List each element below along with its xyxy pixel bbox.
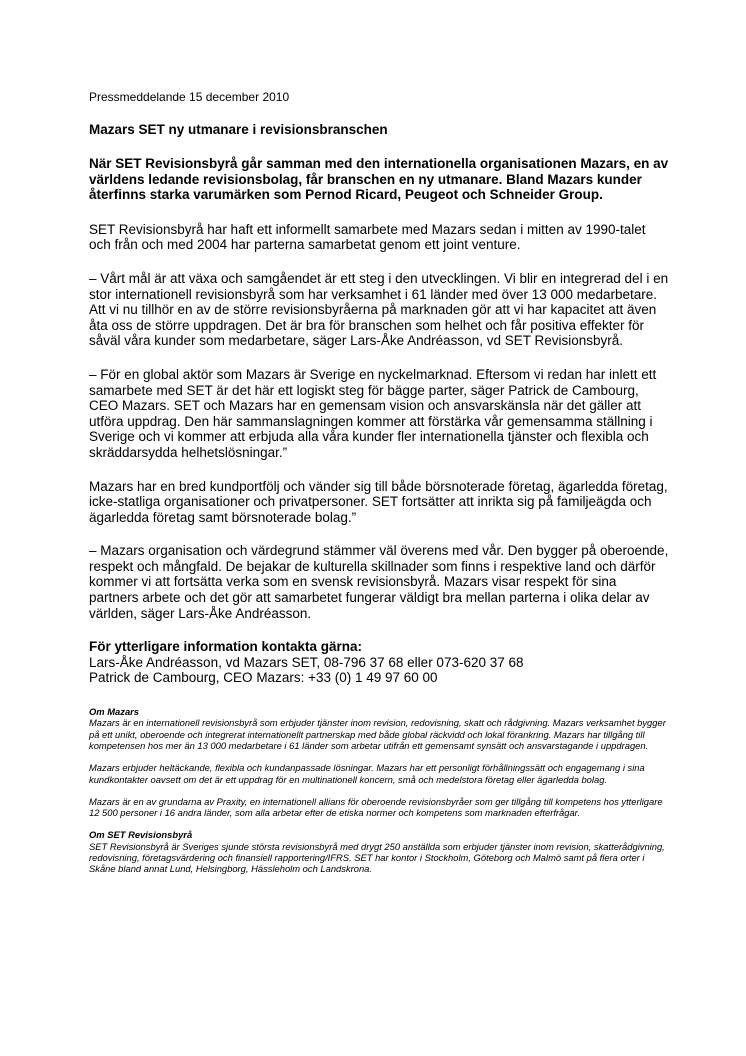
about-mazars-paragraph: Mazars är en internationell revisionsbyrå som erbjuder tjänster inom revision, redovisning, skatt och rådgivning. Mazars verksamhet bygger på ett unikt, oberoende och integrerat internationellt partnerskap med både global räckvidd och lokal förankring. Mazars har tillgång till kompetensen hos mer än 13 000 medarbetare i 61 länder som arbetar utifrån ett gemensamt synsätt och ansvarstagande i uppdragen.	[89, 717, 666, 751]
contact-heading: För ytterligare information kontakta gärna:	[89, 639, 363, 655]
about-set-title: Om SET Revisionsbyrå	[89, 829, 193, 841]
about-mazars-section	[89, 706, 669, 818]
press-release-page	[89, 90, 669, 886]
headline: Mazars SET ny utmanare i revisionsbranschen	[89, 122, 388, 137]
about-set-paragraph: SET Revisionsbyrå är Sveriges sjunde största revisionsbyrå med drygt 250 anställda som erbjuder tjänster inom revision, skatterådgivning, redovisning, företagsvärdering och finansiell rapportering/IFRS. SET har kontor i Stockholm, Göteborg och Malmö samt på flera orter i Skåne bland annat Lund, Helsingborg, Hässleholm och Landskrona.	[89, 840, 665, 875]
body-paragraph: SET Revisionsbyrå har haft ett informellt samarbete med Mazars sedan i mitten av 1990-talet och från och med 2004 har parterna samarbetat genom ett joint venture.	[89, 221, 646, 253]
contact-line: Lars-Åke Andréasson, vd Mazars SET, 08-796 37 68 eller 073-620 37 68	[89, 654, 524, 670]
body-paragraph: Mazars har en bred kundportfölj och vänder sig till både börsnoterade företag, ägarledda företag, icke-statliga organisationer och privatpersoner. SET fortsätter att inrikta sig på familjeägda och ägarledda företag samt börsnoterade bolag.”	[89, 478, 668, 525]
contact-line: Patrick de Cambourg, CEO Mazars: +33 (0) 1 49 97 60 00	[89, 670, 438, 686]
about-mazars-paragraph: Mazars erbjuder heltäckande, flexibla och kundanpassade lösningar. Mazars har ett personligt förhållningssätt och engagemang i sina kundkontakter oavsett om det är ett uppdrag för en multinationell koncern, små och medelstora företag eller ägarledda bolag.	[89, 762, 645, 785]
body-paragraph: – Vårt mål är att växa och samgåendet är ett steg i den utvecklingen. Vi blir en integrerad del i en stor internationell revisionsbyrå som har verksamhet i 61 länder med över 13 000 medarbetare. Att vi nu tillhör en av de större revisionsbyråerna på marknaden gör att vi har kapacitet att även åta oss de större uppdragen. Det är bra för branschen som helhet och får positiva effekter för såväl våra kunder som medarbetare, säger Lars-Åke Andréasson, vd SET Revisionsbyrå.	[89, 270, 669, 349]
body-paragraph: – För en global aktör som Mazars är Sverige en nyckelmarknad. Eftersom vi redan har inlett ett samarbete med SET är det här ett logiskt steg för bägge parter, säger Patrick de Cambourg, CEO Mazars. SET och Mazars har en gemensam vision och ansvarskänsla när det gäller att utföra uppdrag. Den här sammanslagningen kommer att förstärka vår gemensamma ställning i Sverige och vi kommer att erbjuda alla våra kunder fler internationella tjänster och flexibla och skräddarsydda helhetslösningar.”	[89, 366, 657, 460]
about-mazars-paragraph: Mazars är en av grundarna av Praxity, en internationell allians för oberoende revisionsbyråer som ger tillgång till kompetens hos ytterligare 12 500 personer i 16 andra länder, som alla arbetar efter de etiska normer och kompetens som marknaden efterfrågar.	[89, 795, 663, 819]
about-set-section	[89, 829, 669, 874]
contact-block	[89, 639, 669, 686]
body-paragraph: – Mazars organisation och värdegrund stämmer väl överens med vår. Den bygger på oberoende, respekt och mångfald. De bejakar de kulturella skillnader som finns i respektive land och därför kommer vi att fortsätta verka som en svensk revisionsbyrå. Mazars visar respekt för sina partners arbete och det gör att samarbetet fungerar väldigt bra mellan parterna i olika delar av världen, säger Lars-Åke Andréasson.	[89, 543, 669, 621]
dateline: Pressmeddelande 15 december 2010	[89, 90, 290, 104]
about-mazars-title: Om Mazars	[89, 706, 140, 718]
lead-paragraph: När SET Revisionsbyrå går samman med den internationella organisationen Mazars, en av världens ledande revisionsbolag, får branschen en ny utmanare. Bland Mazars kunder återfinns starka varumärken som Pernod Ricard, Peugeot och Schneider Group.	[89, 156, 669, 203]
